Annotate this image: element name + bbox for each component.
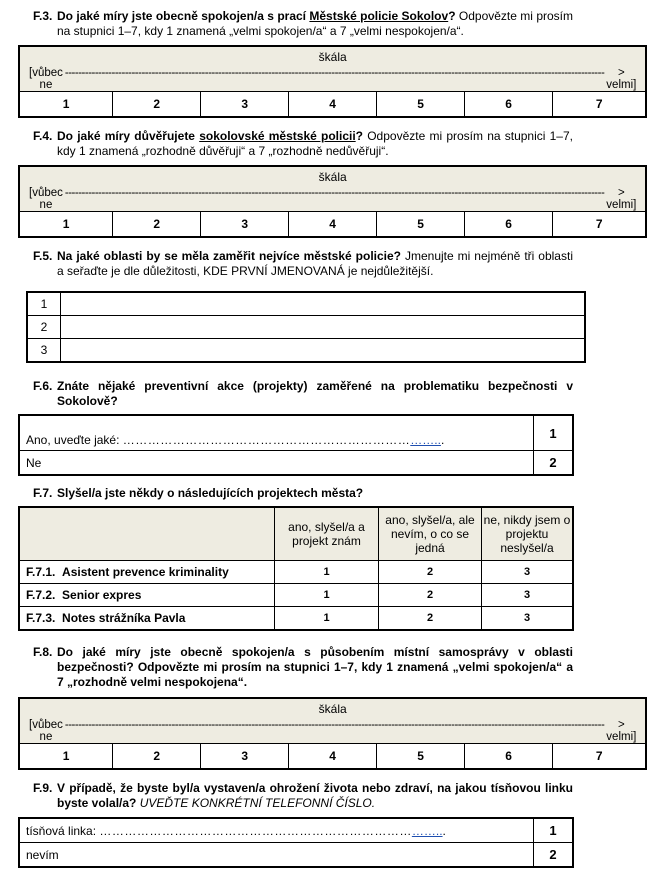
- fill-dots: ……………………………………………………………: [122, 433, 411, 447]
- answer-field[interactable]: [61, 339, 586, 363]
- scale-arrow: ------------------------------------------------------------------------------------------------------------------------------------------------------------------: [64, 67, 605, 79]
- question-text-bold: Na jaké oblasti by se měla zaměřit nejvíce městské policie?: [57, 249, 401, 263]
- option-code[interactable]: 3: [482, 607, 574, 631]
- scale-value[interactable]: 6: [465, 212, 553, 238]
- scale-table-f4: [18, 165, 647, 238]
- question-f5: [33, 249, 573, 279]
- scale-value[interactable]: 1: [19, 744, 113, 770]
- scale-value[interactable]: 2: [113, 92, 201, 118]
- option-code[interactable]: 1: [275, 584, 379, 607]
- scale-header: [19, 698, 646, 744]
- fill-end: .: [440, 433, 445, 447]
- scale-value[interactable]: 4: [289, 744, 377, 770]
- option-code[interactable]: 2: [379, 561, 482, 584]
- option-code[interactable]: 1: [275, 607, 379, 631]
- question-f9: [33, 781, 573, 811]
- question-f7: [33, 486, 573, 501]
- scale-left-label: [vůbec ne: [29, 719, 63, 743]
- row-number: 3: [27, 339, 61, 363]
- scale-table-f3: [18, 45, 647, 118]
- question-text-underlined: sokolovské městské policii: [199, 129, 356, 143]
- answer-list-f5: [26, 291, 586, 363]
- scale-right-label: > velmi]: [606, 719, 637, 743]
- scale-value[interactable]: 7: [553, 744, 647, 770]
- scale-value[interactable]: 5: [377, 744, 465, 770]
- option-code[interactable]: 2: [379, 584, 482, 607]
- option-yes[interactable]: [19, 415, 534, 451]
- fill-dots-marked: ……..: [411, 823, 443, 838]
- header-col: ano, slyšel/a a projekt znám: [275, 507, 379, 561]
- question-number: F.9.: [33, 781, 53, 795]
- question-f4: [33, 129, 573, 159]
- scale-title: škála: [318, 50, 347, 64]
- scale-value[interactable]: 4: [289, 92, 377, 118]
- option-code[interactable]: 1: [275, 561, 379, 584]
- question-instruction: UVEĎTE KONKRÉTNÍ TELEFONNÍ ČÍSLO.: [136, 796, 376, 810]
- option-code[interactable]: 2: [379, 607, 482, 631]
- header-col: ano, slyšel/a, ale nevím, o co se jedná: [379, 507, 482, 561]
- scale-value[interactable]: 1: [19, 212, 113, 238]
- option-code[interactable]: 3: [482, 584, 574, 607]
- projects-table-f7: [18, 506, 574, 631]
- row-number: 1: [27, 292, 61, 316]
- question-number: F.5.: [33, 249, 53, 263]
- row-number: 2: [27, 316, 61, 339]
- fill-end: .: [442, 823, 446, 838]
- project-code: F.7.2.: [26, 588, 56, 602]
- scale-value[interactable]: 3: [201, 744, 289, 770]
- question-mark: ?: [355, 129, 364, 143]
- table-row: [19, 561, 573, 584]
- scale-right-label: > velmi]: [606, 187, 637, 211]
- option-code[interactable]: 1: [534, 818, 574, 843]
- question-text-bold: V případě, že byste byl/a vystaven/a ohrožení života nebo zdraví, na jakou tísňovou linku byste volal/a?: [57, 781, 573, 810]
- scale-arrow: ------------------------------------------------------------------------------------------------------------------------------------------------------------------: [64, 719, 605, 731]
- question-mark: ?: [448, 9, 456, 23]
- question-text-bold: Do jaké míry jste obecně spokojen/a s působením místní samosprávy v oblasti bezpečnosti? Odpovězte mi prosím na stupnici 1–7, kdy 1 znamená „velmi spokojen/a“ a 7 „rozhodně velmi nespokojena“.: [57, 645, 573, 689]
- scale-value[interactable]: 1: [19, 92, 113, 118]
- question-text: Odpovězte mi prosím na stupnici 1–7, kdy 1 znamená „velmi spokojen/a“ a 7 „velmi nespokojen/a“.: [57, 9, 574, 38]
- question-text-bold: Do jaké míry jste obecně spokojen/a s prací: [57, 9, 310, 23]
- fill-dots-marked: ……..: [410, 433, 441, 447]
- question-number: F.8.: [33, 645, 53, 659]
- option-no[interactable]: Ne: [19, 451, 534, 476]
- scale-value[interactable]: 2: [113, 744, 201, 770]
- project-label: [19, 561, 275, 584]
- scale-value[interactable]: 5: [377, 92, 465, 118]
- scale-value[interactable]: 4: [289, 212, 377, 238]
- scale-header: [19, 46, 646, 92]
- header-col: ne, nikdy jsem o projektu neslyšel/a: [482, 507, 574, 561]
- scale-right-label: > velmi]: [606, 67, 637, 91]
- choice-table-f6: [18, 414, 574, 476]
- answer-field[interactable]: [61, 316, 586, 339]
- option-code[interactable]: 3: [482, 561, 574, 584]
- scale-value[interactable]: 7: [553, 92, 647, 118]
- option-label: Ano, uveďte jaké:: [26, 433, 123, 447]
- scale-value[interactable]: 6: [465, 744, 553, 770]
- scale-left-label: [vůbec ne: [29, 187, 63, 211]
- project-code: F.7.1.: [26, 565, 56, 579]
- question-text: Odpovězte mi prosím na stupnici 1–7, kdy 1 znamená „rozhodně důvěřuji“ a 7 „rozhodně nedůvěřuji“.: [57, 129, 573, 158]
- question-text: Jmenujte mi nejméně tři oblasti a seřaďte je dle důležitosti, KDE PRVNÍ JMENOVANÁ je nejdůležitější.: [57, 249, 573, 278]
- header-empty: [19, 507, 275, 561]
- scale-value[interactable]: 3: [201, 212, 289, 238]
- project-name: Senior expres: [62, 588, 142, 602]
- question-number: F.4.: [33, 129, 53, 143]
- option-emergency-line[interactable]: [19, 818, 534, 843]
- project-code: F.7.3.: [26, 611, 56, 625]
- scale-table-f8: [18, 697, 647, 770]
- option-label: tísňová linka:: [26, 823, 100, 838]
- fill-dots: …………………………………………………………………: [99, 823, 412, 838]
- table-row: [19, 607, 573, 631]
- scale-arrow: ------------------------------------------------------------------------------------------------------------------------------------------------------------------: [64, 187, 605, 199]
- option-code[interactable]: 2: [534, 451, 574, 476]
- question-f8: [33, 645, 573, 690]
- scale-value[interactable]: 5: [377, 212, 465, 238]
- project-name: Notes strážníka Pavla: [62, 611, 186, 625]
- option-code[interactable]: 2: [534, 843, 574, 868]
- project-label: [19, 607, 275, 631]
- question-text-underlined: Městské policie Sokolov: [309, 9, 449, 23]
- scale-value[interactable]: 3: [201, 92, 289, 118]
- question-number: F.7.: [33, 486, 53, 500]
- option-code[interactable]: 1: [534, 415, 574, 451]
- scale-header: [19, 166, 646, 212]
- scale-value[interactable]: 7: [553, 212, 647, 238]
- question-number: F.3.: [33, 9, 53, 23]
- project-name: Asistent prevence kriminality: [62, 565, 229, 579]
- table-row: [19, 584, 573, 607]
- question-text-bold: Slyšel/a jste někdy o následujících projektech města?: [57, 486, 364, 500]
- scale-value[interactable]: 6: [465, 92, 553, 118]
- choice-table-f9: [18, 817, 574, 868]
- question-text-bold: Do jaké míry důvěřujete: [57, 129, 200, 143]
- scale-left-label: [vůbec ne: [29, 67, 63, 91]
- question-number: F.6.: [33, 379, 53, 393]
- option-dont-know[interactable]: nevím: [19, 843, 534, 868]
- project-label: [19, 584, 275, 607]
- scale-title: škála: [318, 702, 347, 716]
- answer-field[interactable]: [61, 292, 586, 316]
- scale-title: škála: [318, 170, 347, 184]
- question-f3: [33, 9, 573, 39]
- question-f6: [33, 379, 573, 409]
- scale-value[interactable]: 2: [113, 212, 201, 238]
- question-text-bold: Znáte nějaké preventivní akce (projekty) zaměřené na problematiku bezpečnosti v Sokolově?: [57, 379, 573, 408]
